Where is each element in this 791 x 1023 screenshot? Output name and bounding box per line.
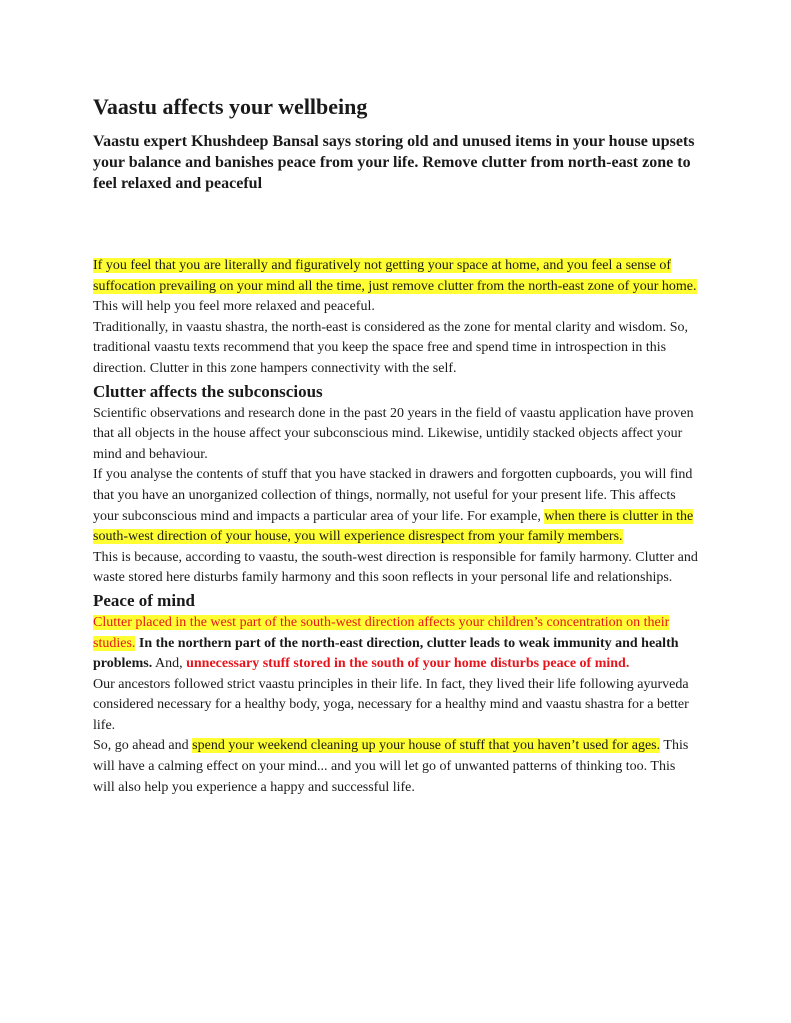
final-paragraph: [93, 736, 699, 798]
article-body: [93, 256, 699, 798]
section-heading-clutter: Clutter affects the subconscious: [93, 381, 323, 401]
family-harmony-paragraph: This is because, according to vaastu, the south-west direction is responsible for family harmony. Clutter and waste stored here disturbs family harmony and this soon reflects in your personal life and relationships.: [93, 549, 698, 586]
final-rest: This will have a calming effect on your mind... and you will let go of unwanted patterns of thinking too. This will also help you experience a happy and successful life.: [93, 738, 689, 795]
analyse-paragraph: [93, 465, 699, 547]
ancestors-paragraph: Our ancestors followed strict vaastu principles in their life. In fact, they lived their life following ayurveda considered necessary for a healthy body, yoga, necessary for a healthy mind and vaastu shastra for a better life.: [93, 676, 689, 733]
analyse-text: If you analyse the contents of stuff that you have stacked in drawers and forgotten cupboards, you will find that you have an unorganized collection of things, normally, not useful for your present life. This affects your subconscious mind and impacts a particular area of your life. For example,: [93, 467, 693, 524]
traditionally-paragraph: Traditionally, in vaastu shastra, the north-east is considered as the zone for mental clarity and wisdom. So, traditional vaastu texts recommend that you keep the space free and spend time in introspection in this direction. Clutter in this zone hampers connectivity with the self.: [93, 319, 688, 376]
southwest-highlight: when there is clutter in the south-west direction of your house, you will experience disrespect from your family members.: [93, 508, 694, 545]
peace-paragraph: [93, 613, 699, 675]
peace-of-mind-red-text: unnecessary stuff stored in the south of your home disturbs peace of mind.: [186, 656, 630, 672]
intro-rest: This will help you feel more relaxed and peaceful.: [93, 299, 375, 315]
intro-highlight: If you feel that you are literally and figuratively not getting your space at home, and you feel a sense of suffocation prevailing on your mind all the time, just remove clutter from the north-east zone of your home.: [93, 258, 697, 294]
scientific-paragraph: Scientific observations and research done in the past 20 years in the field of vaastu application have proven that all objects in the house affect your subconscious mind. Likewise, untidily stacked objects affect your mind and behaviour.: [93, 405, 694, 462]
children-concentration-highlight: Clutter placed in the west part of the south-west direction affects your children’s concentration on their studies.: [93, 614, 670, 651]
article-subtitle: Vaastu expert Khushdeep Bansal says storing old and unused items in your house upsets your balance and banishes peace from your life. Remove clutter from north-east zone to feel relaxed and peaceful: [93, 133, 695, 192]
final-start: So, go ahead and: [93, 738, 193, 754]
and-text: And,: [152, 656, 187, 672]
weekend-highlight: spend your weekend cleaning up your house of stuff that you haven’t used for ages.: [192, 738, 661, 754]
article-header: [93, 94, 699, 194]
intro-paragraph: [93, 256, 699, 318]
article-title: Vaastu affects your wellbeing: [93, 94, 368, 119]
immunity-text: In the northern part of the north-east direction, clutter leads to weak immunity and health problems.: [93, 635, 679, 672]
section-heading-peace: Peace of mind: [93, 590, 195, 610]
